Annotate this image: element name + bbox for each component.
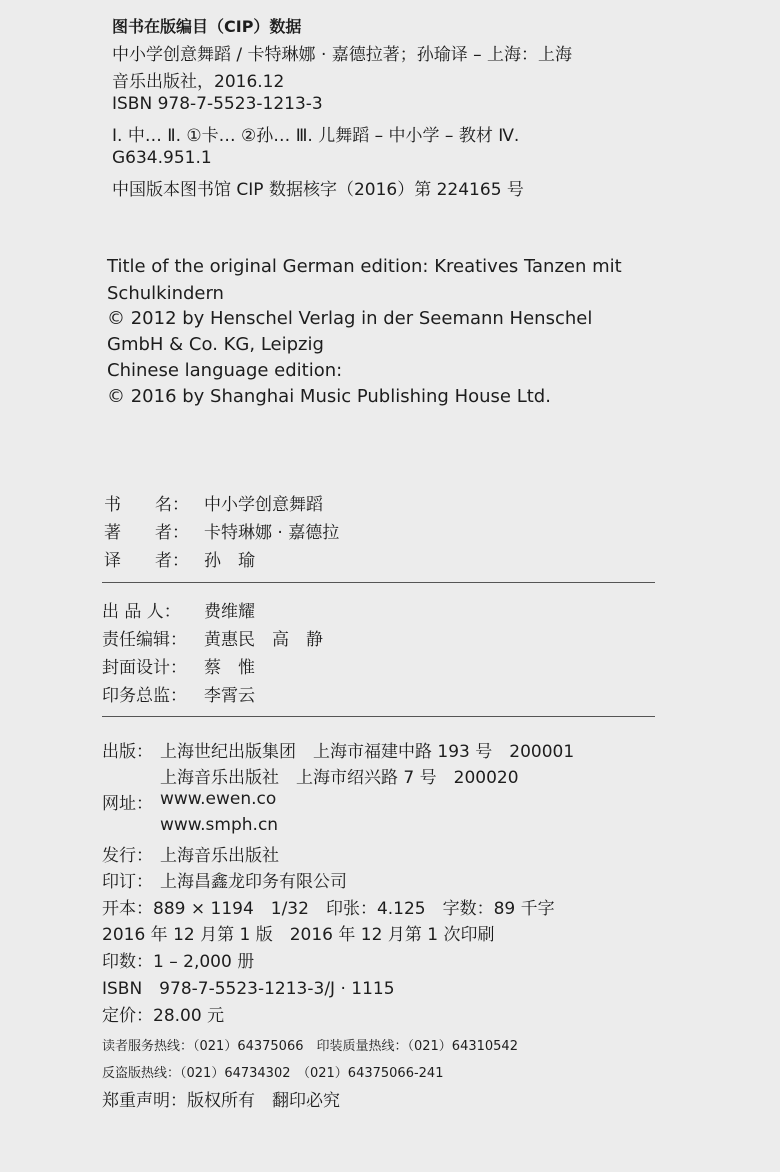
antipiracy-line: 反盗版热线：（021）64734302 （021）64375066-241	[102, 1066, 444, 1081]
website-label: 网址：	[102, 794, 153, 814]
copyright-line: GmbH & Co. KG, Leipzig	[107, 334, 324, 355]
cover-design-label: 封面设计：	[102, 658, 187, 678]
translator-label: 译 者：	[104, 551, 189, 571]
book-title-value: 中小学创意舞蹈	[204, 495, 323, 515]
copyright-line: © 2012 by Henschel Verlag in der Seemann Henschel	[107, 308, 593, 329]
cip-line: 中小学创意舞蹈 / 卡特琳娜 · 嘉德拉著；孙瑜译 – 上海：上海	[112, 45, 573, 65]
print-director-value: 李霄云	[204, 686, 255, 706]
copies-line: 印数：1 – 2,000 册	[102, 952, 255, 972]
publication-line: 上海音乐出版社 上海市绍兴路 7 号 200020	[160, 768, 519, 788]
copyright-line: Title of the original German edition: Kreatives Tanzen mit	[107, 256, 622, 277]
book-title-label: 书 名：	[104, 495, 189, 515]
publisher-label: 出 品 人：	[102, 602, 181, 622]
print-director-label: 印务总监：	[102, 686, 187, 706]
divider	[102, 582, 655, 583]
distribution-label: 发行：	[102, 846, 153, 866]
author-value: 卡特琳娜 · 嘉德拉	[204, 523, 340, 543]
divider	[102, 716, 655, 717]
editor-value: 黄惠民 高 静	[204, 630, 323, 650]
printer-value: 上海昌鑫龙印务有限公司	[160, 872, 347, 892]
cip-line: Ⅰ. 中… Ⅱ. ①卡… ②孙… Ⅲ. 儿舞蹈 – 中小学 – 教材 Ⅳ.	[112, 126, 520, 146]
website-link: www.ewen.co	[160, 789, 277, 809]
copyright-line: Schulkindern	[107, 283, 224, 304]
publication-label: 出版：	[102, 742, 153, 762]
edition-line: 2016 年 12 月第 1 版 2016 年 12 月第 1 次印刷	[102, 925, 495, 945]
copyright-line: © 2016 by Shanghai Music Publishing House Ltd.	[107, 386, 551, 407]
cip-heading: 图书在版编目（CIP）数据	[112, 17, 302, 36]
hotline-line: 读者服务热线：（021）64375066 印装质量热线：（021）64310542	[102, 1039, 518, 1054]
publication-line: 上海世纪出版集团 上海市福建中路 193 号 200001	[160, 742, 575, 762]
copyright-line: Chinese language edition:	[107, 360, 343, 381]
cip-line: ISBN 978-7-5523-1213-3	[112, 94, 323, 114]
website-link: www.smph.cn	[160, 815, 279, 835]
copyright-notice: 郑重声明：版权所有 翻印必究	[102, 1091, 340, 1111]
editor-label: 责任编辑：	[102, 630, 187, 650]
cip-line: 中国版本图书馆 CIP 数据核字（2016）第 224165 号	[112, 180, 524, 200]
cover-design-value: 蔡 惟	[204, 658, 255, 678]
publisher-value: 费维耀	[204, 602, 255, 622]
format-line: 开本：889 × 1194 1/32 印张：4.125 字数：89 千字	[102, 899, 555, 919]
author-label: 著 者：	[104, 523, 189, 543]
cip-line: 音乐出版社，2016.12	[112, 72, 285, 92]
cip-line: G634.951.1	[112, 148, 212, 168]
translator-value: 孙 瑜	[204, 551, 255, 571]
price-line: 定价：28.00 元	[102, 1006, 225, 1026]
distribution-value: 上海音乐出版社	[160, 846, 279, 866]
printer-label: 印订：	[102, 872, 153, 892]
isbn-line: ISBN 978-7-5523-1213-3/J · 1115	[102, 979, 395, 999]
